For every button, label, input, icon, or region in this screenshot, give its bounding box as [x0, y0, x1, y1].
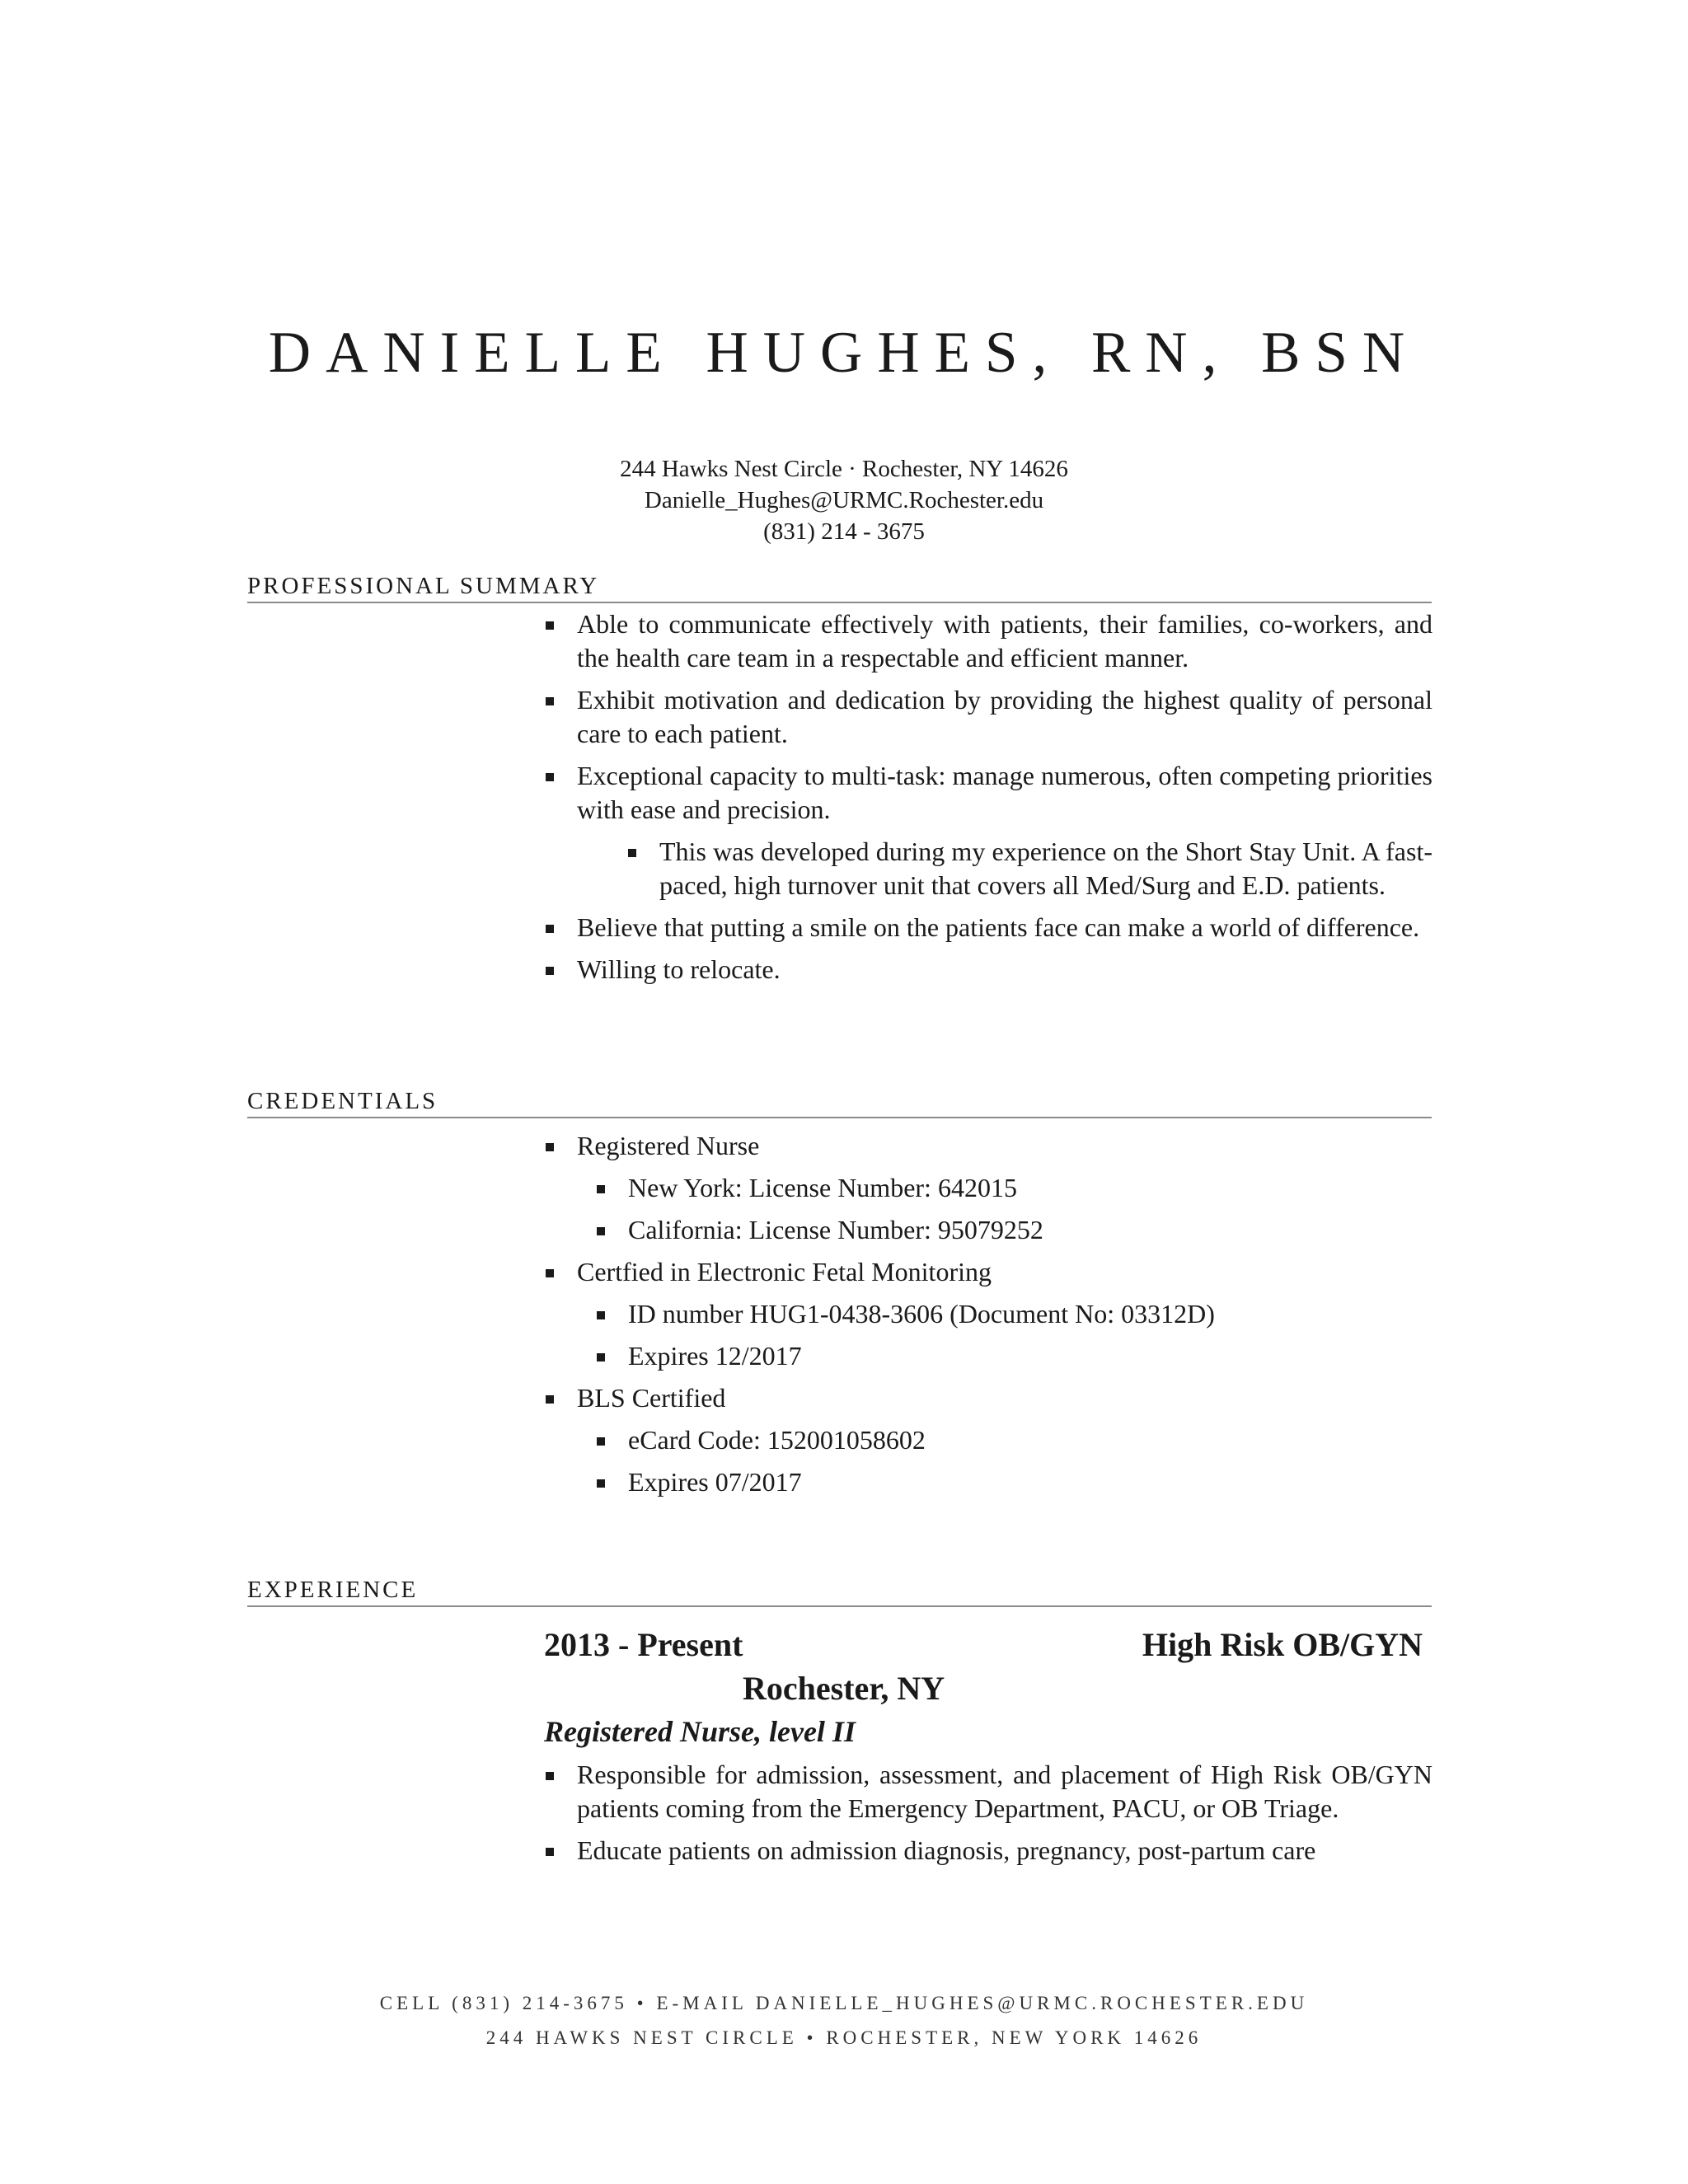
- credential-label: Registered Nurse: [577, 1131, 760, 1160]
- credential-detail: New York: License Number: 642015: [593, 1171, 1432, 1205]
- credential-label: BLS Certified: [577, 1383, 726, 1413]
- resume-name: DANIELLE HUGHES, RN, BSN: [268, 321, 1420, 385]
- job-dates: 2013 - Present: [544, 1626, 743, 1663]
- contact-block: [0, 453, 1688, 547]
- summary-item: Believe that putting a smile on the patients face can make a world of difference.: [542, 911, 1432, 944]
- credential-detail: Expires 12/2017: [593, 1339, 1432, 1373]
- credential-item: [542, 1129, 1432, 1247]
- summary-subitem: This was developed during my experience on the Short Stay Unit. A fast-paced, high turnover unit that covers all Med/Surg and E.D. patients.: [625, 835, 1432, 902]
- email-line: Danielle_Hughes@URMC.Rochester.edu: [644, 487, 1044, 513]
- credential-detail: ID number HUG1-0438-3606 (Document No: 03312D): [593, 1297, 1432, 1331]
- section-heading-experience: EXPERIENCE: [247, 1576, 1432, 1607]
- summary-list: [542, 607, 1432, 987]
- summary-item-text: Exceptional capacity to multi-task: manage numerous, often competing priorities with ease and precision.: [577, 761, 1432, 824]
- job-header: [542, 1623, 1432, 1666]
- job-duty: Educate patients on admission diagnosis, pregnancy, post-partum care: [542, 1834, 1432, 1868]
- credentials-content: [542, 1129, 1432, 1507]
- summary-content: [542, 607, 1432, 995]
- summary-item: Exhibit motivation and dedication by providing the highest quality of personal care to each patient.: [542, 683, 1432, 751]
- section-heading-summary: PROFESSIONAL SUMMARY: [247, 572, 1432, 603]
- job-location: Rochester, NY: [743, 1670, 945, 1707]
- footer-address-line: 244 HAWKS NEST CIRCLE • ROCHESTER, NEW YORK 14626: [485, 2027, 1203, 2048]
- page-footer: [0, 1986, 1688, 2055]
- summary-item: Able to communicate effectively with patients, their families, co-workers, and the health care team in a respectable and efficient manner.: [542, 607, 1432, 675]
- footer-contact-line: CELL (831) 214-3675 • E-MAIL DANIELLE_HUGHES@URMC.ROCHESTER.EDU: [379, 1993, 1309, 2013]
- job-role: Registered Nurse, level II: [544, 1715, 856, 1748]
- address-line: 244 Hawks Nest Circle · Rochester, NY 14626: [620, 456, 1068, 482]
- summary-item: Willing to relocate.: [542, 953, 1432, 987]
- credentials-list: [542, 1129, 1432, 1499]
- credential-detail: Expires 07/2017: [593, 1465, 1432, 1499]
- credential-item: [542, 1255, 1432, 1373]
- credential-sublist: [577, 1423, 1432, 1499]
- credential-item: [542, 1381, 1432, 1499]
- credential-label: Certfied in Electronic Fetal Monitoring: [577, 1257, 992, 1286]
- job-duties: [542, 1758, 1432, 1868]
- credential-detail: California: License Number: 95079252: [593, 1213, 1432, 1247]
- job-duty: Responsible for admission, assessment, and placement of High Risk OB/GYN patients coming from the Emergency Department, PACU, or OB Triage.: [542, 1758, 1432, 1825]
- experience-content: [542, 1623, 1432, 1876]
- credential-sublist: [577, 1171, 1432, 1247]
- summary-sublist: [577, 835, 1432, 902]
- job-title: High Risk OB/GYN: [1142, 1626, 1423, 1663]
- credential-detail: eCard Code: 152001058602: [593, 1423, 1432, 1457]
- summary-item: [542, 759, 1432, 902]
- phone-line: (831) 214 - 3675: [763, 518, 925, 545]
- section-heading-credentials: CREDENTIALS: [247, 1087, 1432, 1118]
- credential-sublist: [577, 1297, 1432, 1373]
